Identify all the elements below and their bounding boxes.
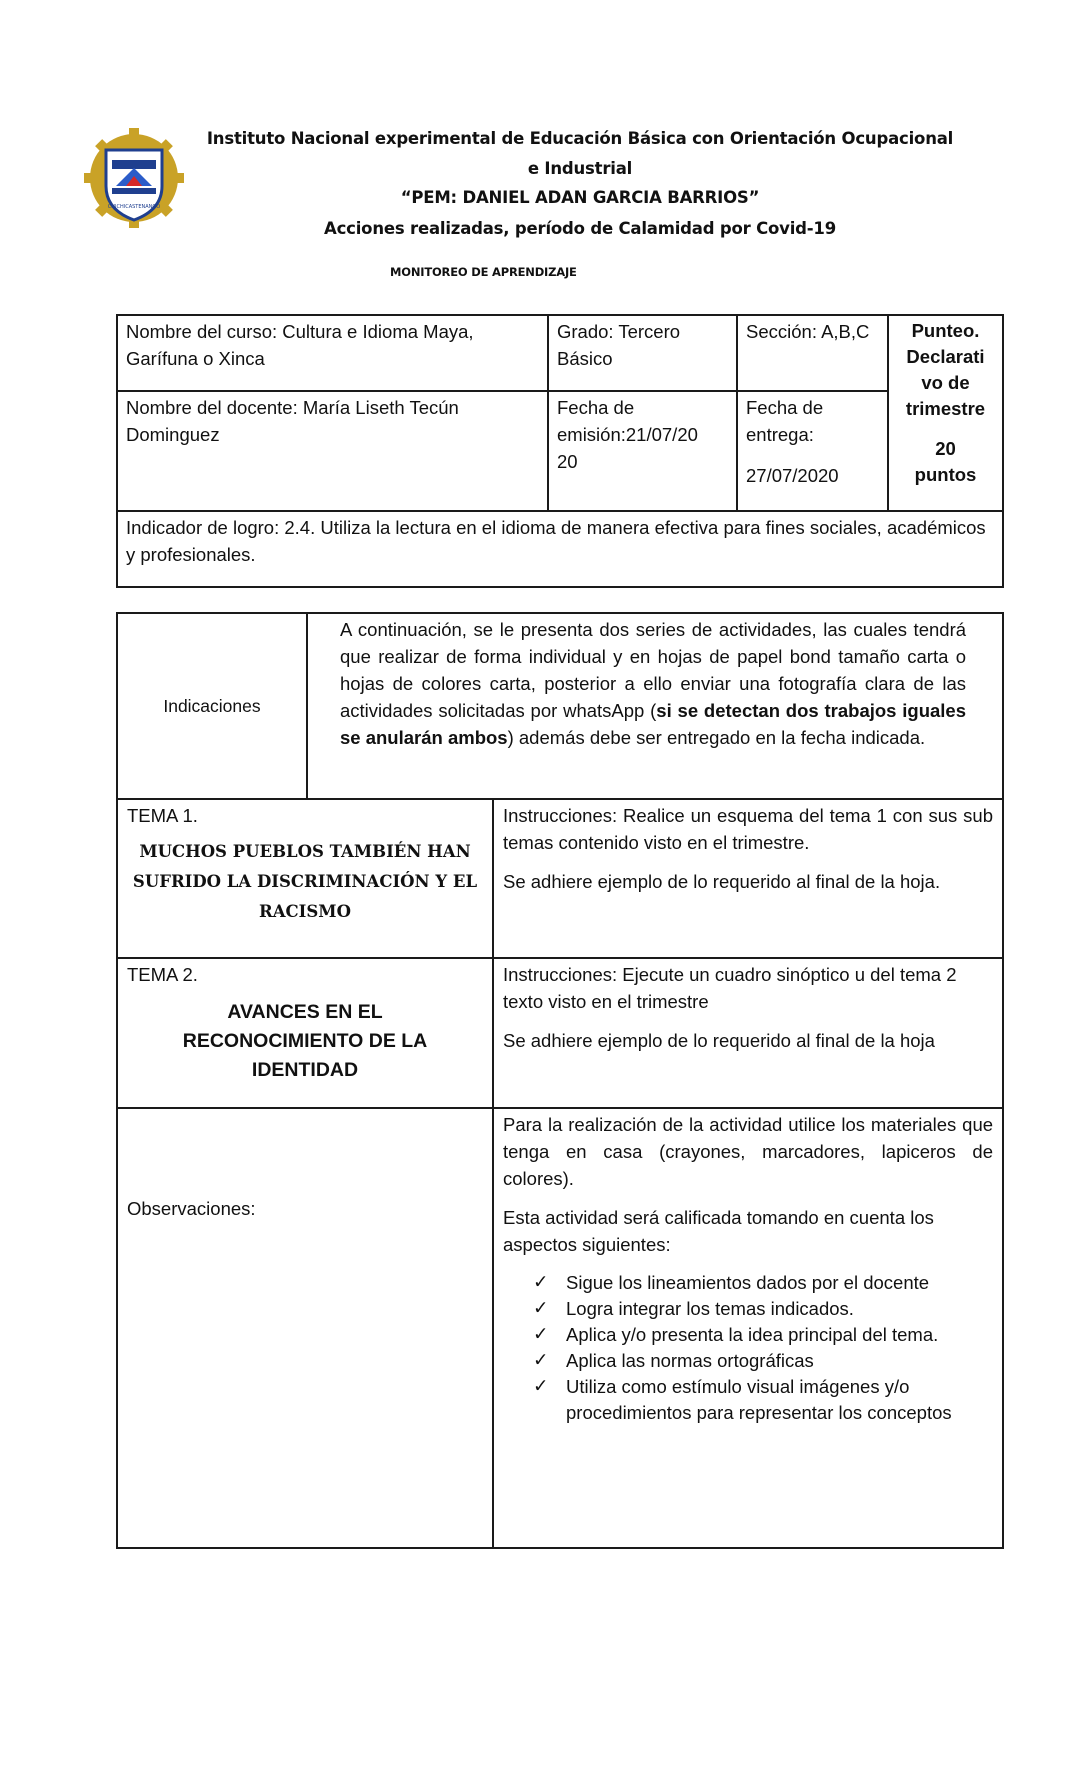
school-name-line1: Instituto Nacional experimental de Educación Básica con Orientación Ocupacional (206, 129, 954, 148)
evaluation-criteria-list (503, 1270, 993, 1426)
observations-content-cell: Para la realización de la actividad utilice los materiales que tenga en casa (crayones, marcadores, lapiceros de colores). Esta actividad será calificada tomando en cuenta los aspectos siguientes: ✓ Sigue los lineamientos dados por el docente ✓ Logra integrar los temas indicados. ✓ Aplica y/o presenta la idea principal del tema. ✓ Aplica las normas ortográficas ✓ Utiliza como estímulo visual imágenes y/o procedimientos para representar los conceptos (493, 1108, 1003, 1548)
due-date-cell: Fecha de entrega: 27/07/2020 (737, 391, 888, 511)
list-item: ✓ Logra integrar los temas indicados. (533, 1296, 993, 1322)
document-title: Acciones realizadas, período de Calamidad por Covid-19 (324, 219, 836, 238)
list-item: ✓ Aplica las normas ortográficas (533, 1348, 993, 1374)
score-points: 20 (935, 438, 956, 459)
warning-text: si se detectan dos trabajos iguales se anularán ambos (340, 700, 967, 748)
grade-cell: Grado: Tercero Básico (548, 315, 737, 391)
activities-table (116, 612, 1004, 1549)
school-logo-emblem (84, 128, 184, 228)
check-icon: ✓ (533, 1324, 549, 1345)
topic2-cell (117, 958, 493, 1108)
due-date-value: 27/07/2020 (746, 465, 839, 486)
topic2-label: TEMA 2. (127, 964, 198, 985)
topic1-cell (117, 799, 493, 958)
check-icon: ✓ (533, 1350, 549, 1371)
observations-label-cell: Observaciones: (117, 1108, 493, 1548)
check-icon: ✓ (533, 1298, 549, 1319)
issue-date-cell: Fecha de emisión:21/07/20 20 (548, 391, 737, 511)
topic1-instructions-cell: Instrucciones: Realice un esquema del tema 1 con sus sub temas contenido visto en el trimestre. Se adhiere ejemplo de lo requerido al final de la hoja. (493, 799, 1003, 958)
course-info-table (116, 314, 1004, 588)
school-patron-name: “PEM: DANIEL ADAN GARCIA BARRIOS” (400, 188, 760, 207)
topic1-title: MUCHOS PUEBLOS TAMBIÉN HAN SUFRIDO LA DISCRIMINACIÓN Y EL RACISMO (132, 842, 478, 921)
document-subtitle: MONITOREO DE APRENDIZAJE (390, 265, 577, 279)
list-item: ✓ Sigue los lineamientos dados por el docente (533, 1270, 993, 1296)
topic2-title: AVANCES EN EL RECONOCIMIENTO DE LA IDENTIDAD (182, 1001, 428, 1081)
score-cell: Punteo. Declarati vo de trimestre 20 puntos (888, 315, 1003, 511)
list-item: ✓ Utiliza como estímulo visual imágenes y/o procedimientos para representar los conceptos (533, 1376, 952, 1423)
section-cell: Sección: A,B,C (737, 315, 888, 391)
check-icon: ✓ (533, 1272, 549, 1293)
instructions-label-cell: Indicaciones (117, 613, 307, 799)
school-name-line2: e Industrial (527, 159, 633, 178)
topic1-label: TEMA 1. (127, 805, 198, 826)
topic2-instructions-cell: Instrucciones: Ejecute un cuadro sinóptico u del tema 2 texto visto en el trimestre Se adhiere ejemplo de lo requerido al final de la hoja (493, 958, 1003, 1108)
course-name-cell: Nombre del curso: Cultura e Idioma Maya, Garífuna o Xinca (117, 315, 548, 391)
achievement-indicator-cell: Indicador de logro: 2.4. Utiliza la lectura en el idioma de manera efectiva para fines sociales, académicos y profesionales. (117, 511, 1003, 587)
logo-caption: CHICHICASTENANGO (107, 204, 161, 210)
teacher-name-cell: Nombre del docente: María Liseth Tecún Dominguez (117, 391, 548, 511)
check-icon: ✓ (533, 1376, 549, 1397)
instructions-text-cell: A continuación, se le presenta dos series de actividades, las cuales tendrá que realizar de forma individual y en hojas de papel bond tamaño carta o hojas de colores carta, posterior a ello enviar una fotografía clara de las actividades solicitadas por whatsApp (si se detectan dos trabajos iguales se anularán ambos) además debe ser entregado en la fecha indicada. (307, 613, 1003, 799)
list-item: ✓ Aplica y/o presenta la idea principal del tema. (533, 1322, 993, 1348)
